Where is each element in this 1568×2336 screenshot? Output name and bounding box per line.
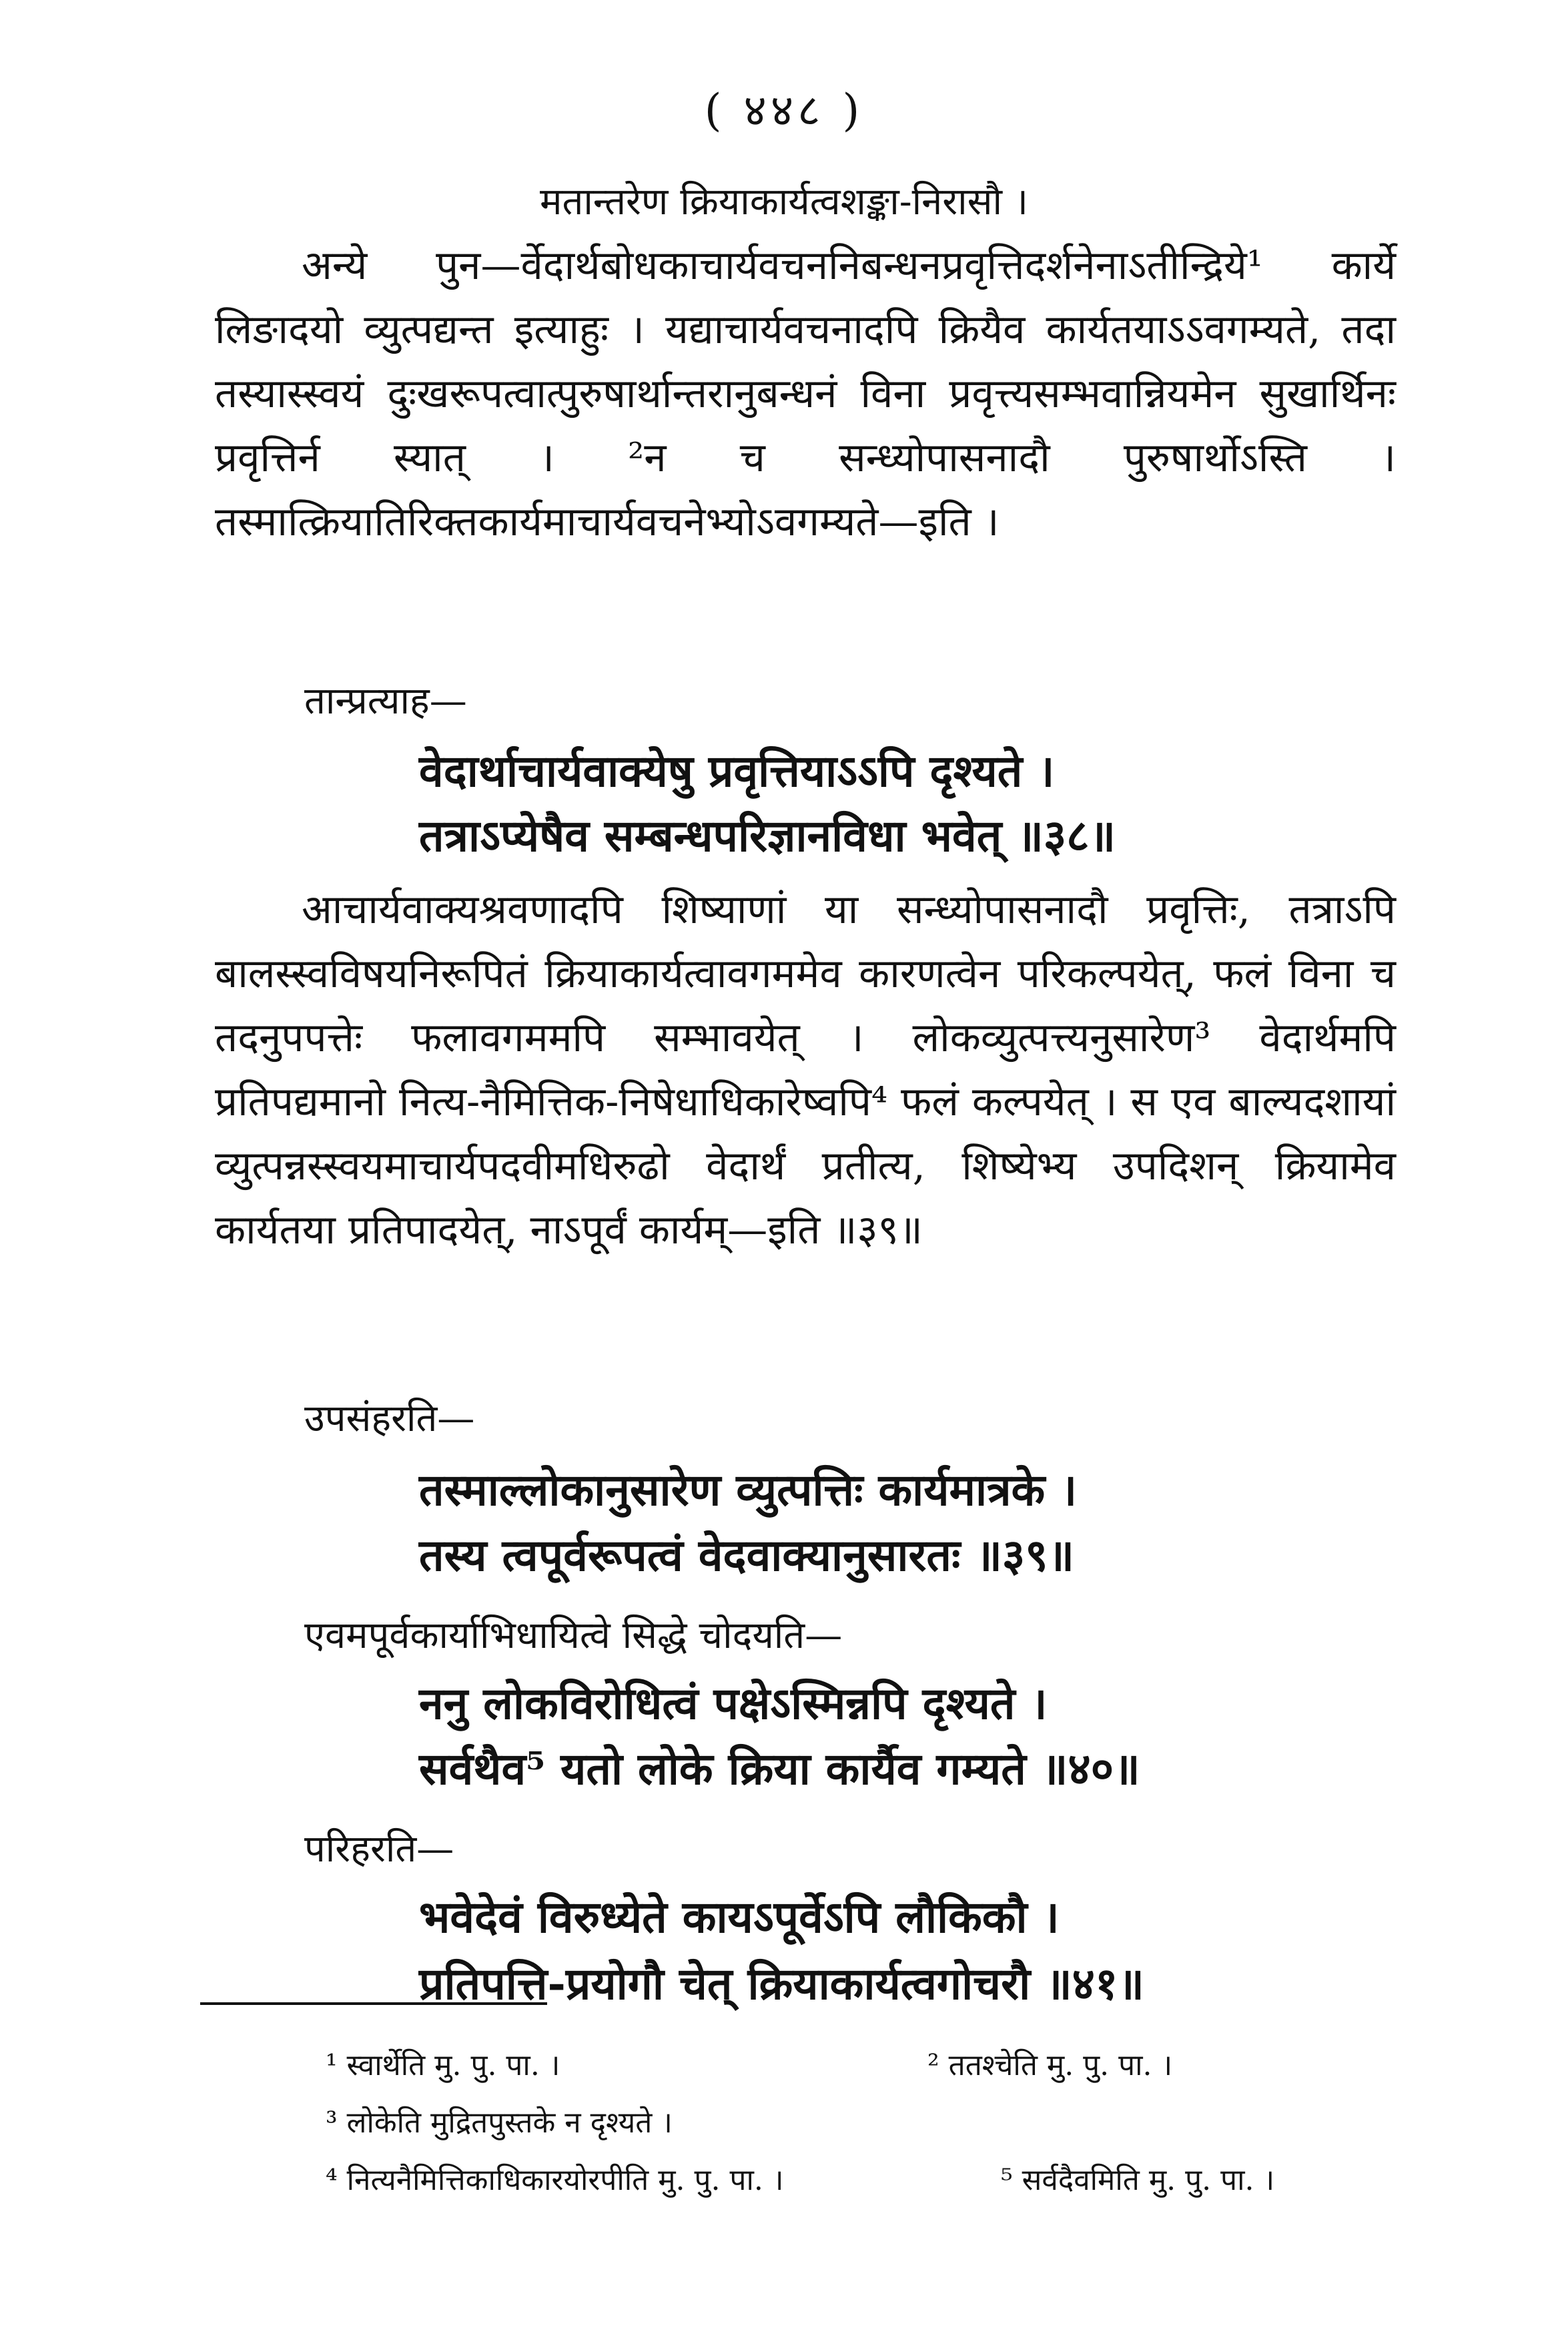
footnote-4: ⁴ नित्यनैमित्तिकाधिकारयोरपीति मु. पु. पा. । [326,2163,784,2197]
verse-41-line-2: प्रतिपत्ति-प्रयोगौ चेत् क्रियाकार्यत्वगोचरौ ॥४१॥ [419,1958,1144,2010]
footnote-separator [200,2002,547,2005]
footnote-3: ³ लोकेति मुद्रितपुस्तके न दृश्यते । [326,2106,673,2140]
verse-40-line-1: ननु लोकविरोधित्वं पक्षेऽस्मिन्नपि दृश्यते । [419,1677,1048,1729]
section-heading: मतान्तरेण क्रियाकार्यत्वशङ्का-निरासौ । [539,180,1029,224]
verse-41-line-1: भवेदेवं विरुध्येते कायऽपूर्वेऽपि लौकिकौ । [419,1891,1060,1943]
verse-intro-3: एवमपूर्वकार्याभिधायित्वे सिद्धे चोदयति— [304,1614,843,1657]
verse-38-line-2: तत्राऽप्येषैव सम्बन्धपरिज्ञानविधा भवेत् ॥३८॥ [419,810,1116,862]
verse-intro-4: परिहरति— [304,1827,454,1871]
footnote-1: ¹ स्वार्थेति मु. पु. पा. । [326,2048,560,2082]
footnote-2: ² ततश्चेति मु. पु. पा. । [927,2048,1173,2082]
verse-38-line-1: वेदार्थाचार्यवाक्येषु प्रवृत्तियाऽऽपि दृश्यते । [419,745,1055,797]
verse-39-line-1: तस्माल्लोकानुसारेण व्युत्पत्तिः कार्यमात्रके । [419,1464,1078,1516]
verse-40-line-2: सर्वथैव⁵ यतो लोके क्रिया कार्यैव गम्यते ॥४०॥ [419,1743,1140,1795]
verse-intro-1: तान्प्रत्याह— [304,679,467,723]
commentary-paragraph-1: अन्ये पुन—र्वेदार्थबोधकाचार्यवचननिबन्धनप्रवृत्तिदर्शनेनाऽतीन्द्रिये¹ कार्ये लिङादयो व्युत्पद्यन्त इत्याहुः । यद्याचार्यवचनादपि क्रियैव कार्यतयाऽऽवगम्यते, तदा तस्यास्स्वयं दुःखरूपत्वात्पुरुषार्थान्तरानुबन्धनं विना प्रवृत्त्यसम्भवान्नियमेन सुखार्थिनः प्रवृत्तिर्न स्यात् । ²न च सन्ध्योपासनादौ पुरुषार्थोऽस्ति । तस्मात्क्रियातिरिक्तकार्यमाचार्यवचनेभ्योऽवगम्यते—इति । [215,242,1396,545]
footnote-5: ⁵ सर्वदैवमिति मु. पु. पा. । [1001,2163,1275,2197]
commentary-paragraph-2: आचार्यवाक्यश्रवणादपि शिष्याणां या सन्ध्योपासनादौ प्रवृत्तिः, तत्राऽपि बालस्स्वविषयनिरूपितं क्रियाकार्यत्वावगममेव कारणत्वेन परिकल्पयेत्, फलं विना च तदनुपपत्तेः फलावगममपि सम्भावयेत् । लोकव्युत्पत्त्यनुसारेण³ वेदार्थमपि प्रतिपद्यमानो नित्य-नैमित्तिक-निषेधाधिकारेष्वपि⁴ फलं कल्पयेत् । स एव बाल्यदशायां व्युत्पन्नस्स्वयमाचार्यपदवीमधिरुढो वेदार्थं प्रतीत्य, शिष्येभ्य उपदिशन् क्रियामेव कार्यतया प्रतिपादयेत्, नाऽपूर्वं कार्यम्—इति ॥३९॥ [215,886,1396,1253]
verse-intro-2: उपसंहरति— [304,1397,475,1440]
page-number: ( ४४८ ) [704,85,864,136]
verse-39-line-2: तस्य त्वपूर्वरूपत्वं वेदवाक्यानुसारतः ॥३९॥ [419,1529,1075,1581]
